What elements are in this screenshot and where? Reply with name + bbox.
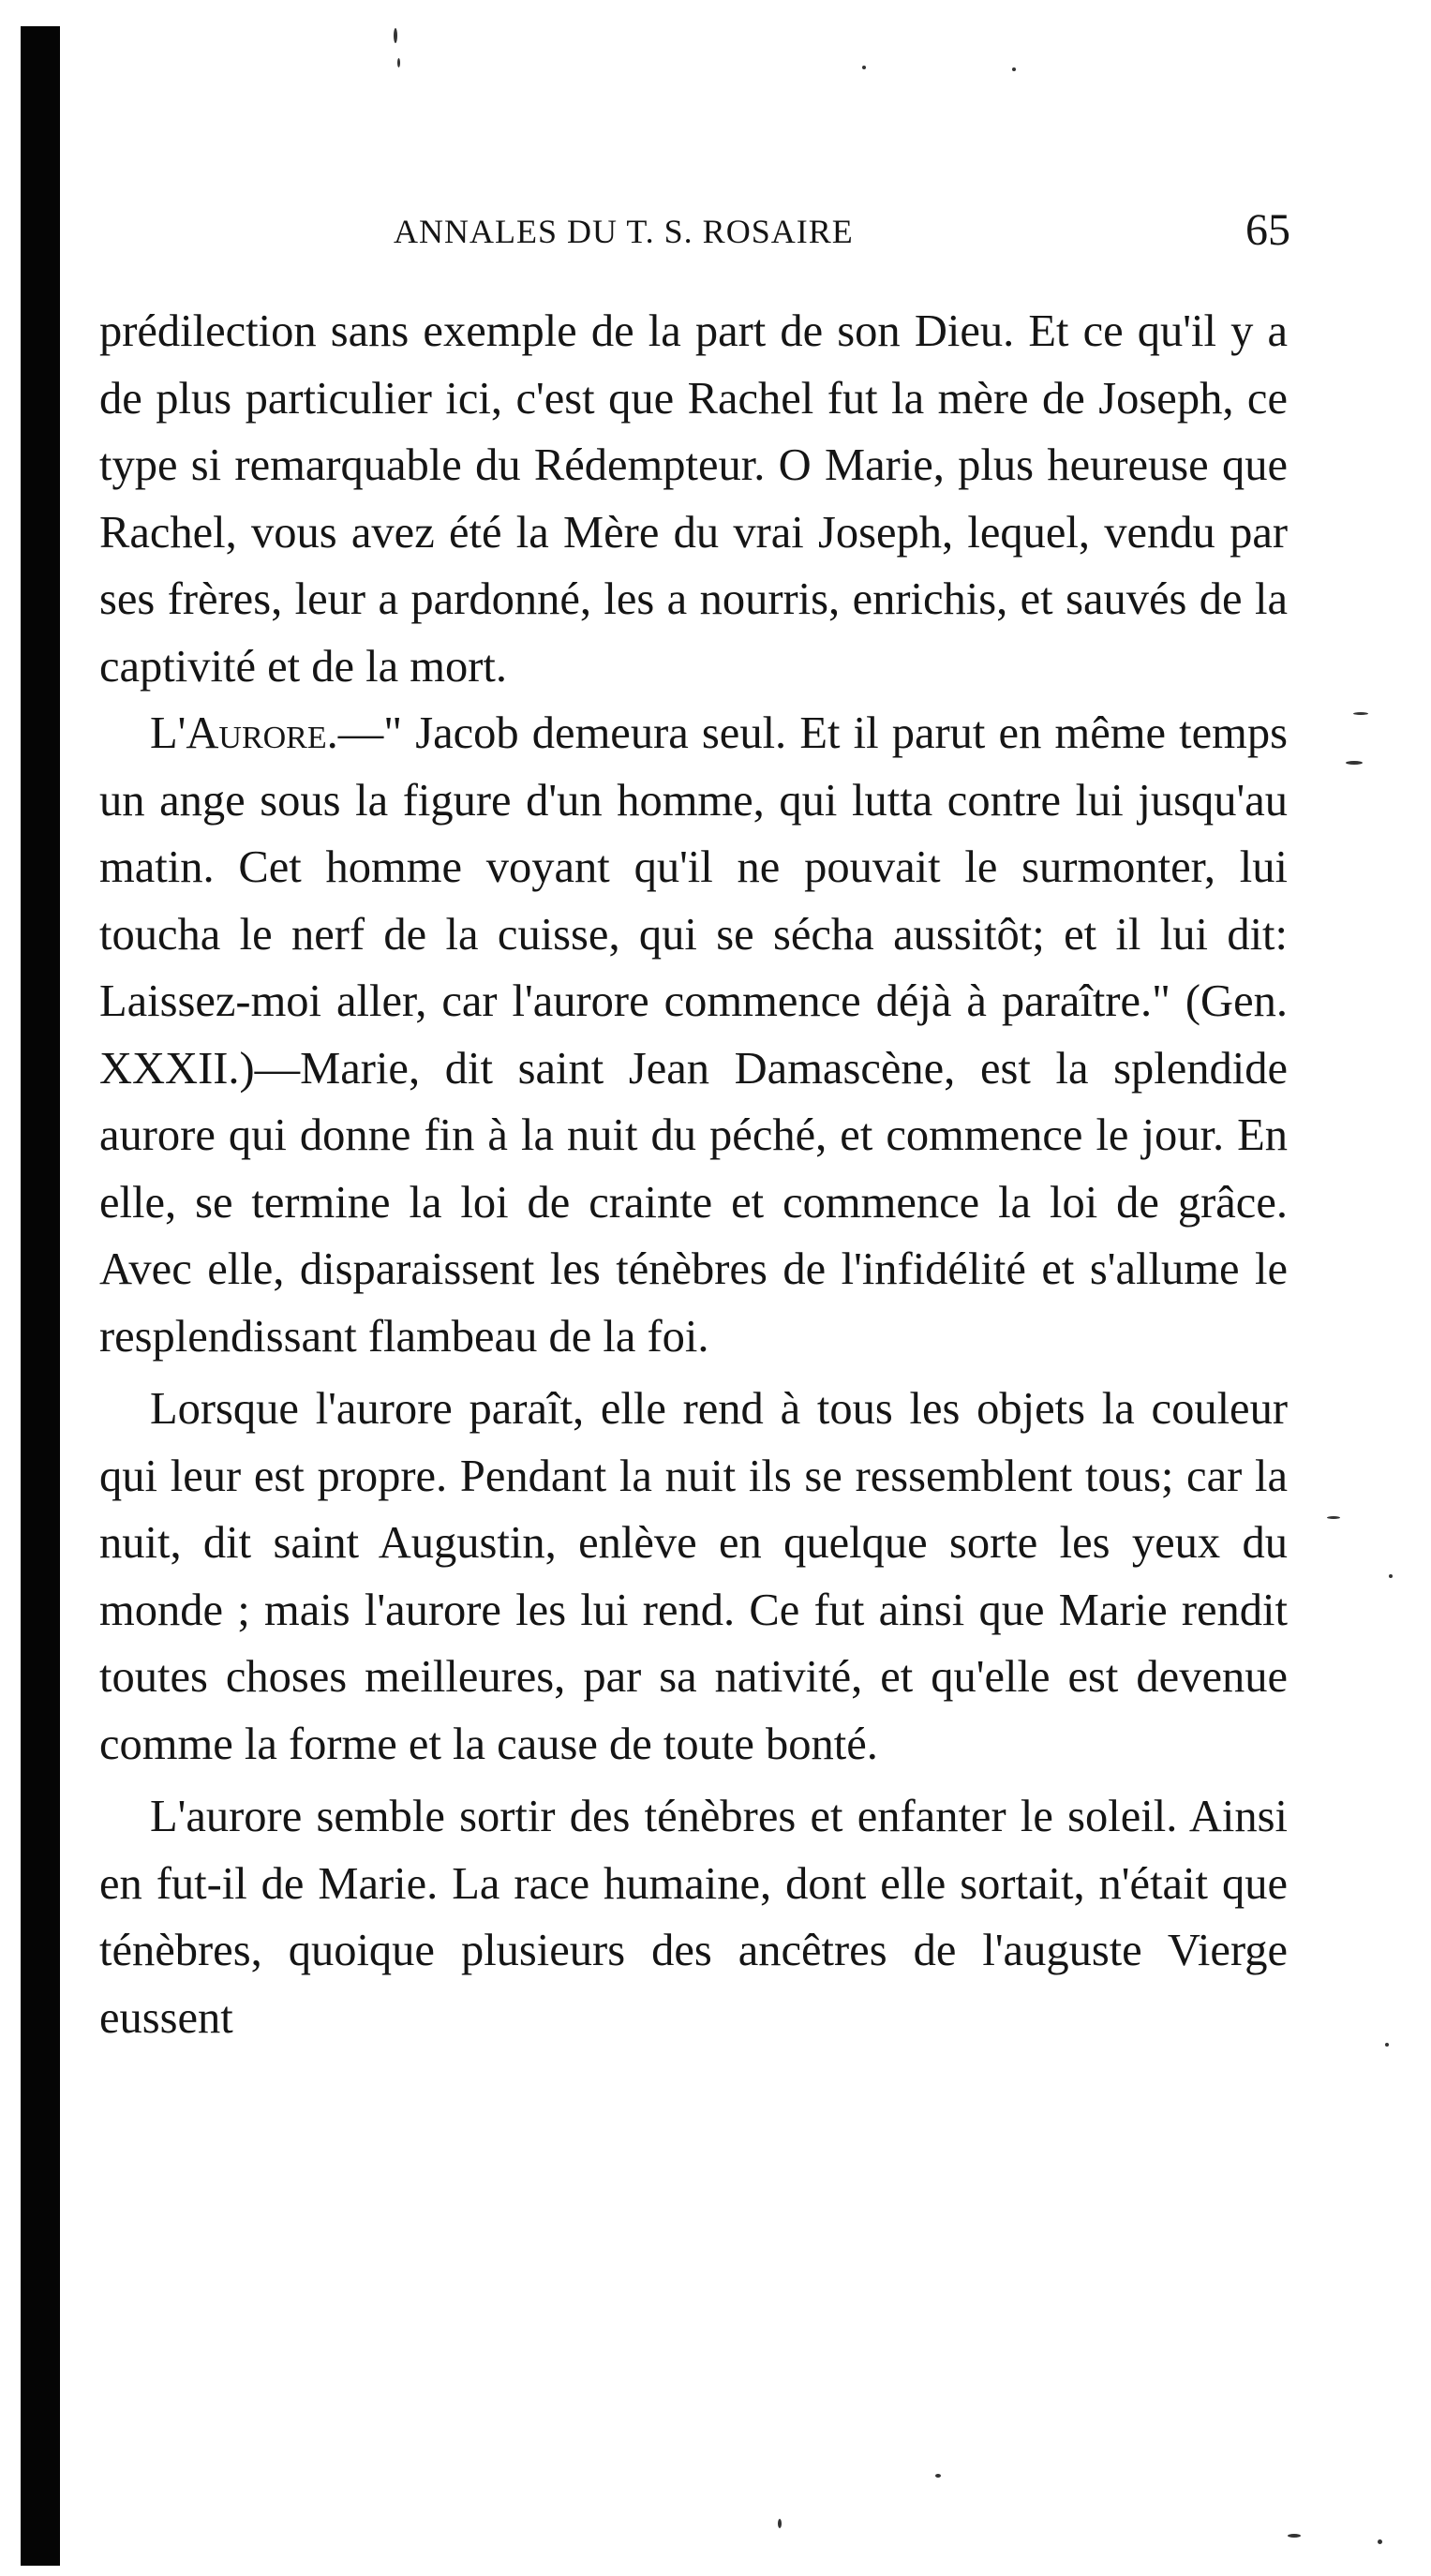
print-speck <box>1389 1574 1393 1578</box>
print-speck <box>1346 761 1363 765</box>
print-speck <box>1378 2539 1382 2544</box>
body-text <box>99 298 1288 2051</box>
print-speck <box>397 58 400 67</box>
print-speck <box>1385 2043 1389 2047</box>
print-speck <box>862 66 866 69</box>
paragraph <box>99 700 1288 1370</box>
print-speck <box>1288 2534 1301 2538</box>
paragraph: Lorsque l'aurore paraît, elle rend à tous les objets la couleur qui leur est propre. Pendant la nuit ils se ressemblent tous; car la nuit, dit saint Augustin, enlève en quelque sorte les yeux du monde ; mais l'aurore les lui rend. Ce fut ainsi que Marie rendit toutes choses meilleures, par sa nativité, et qu'elle est devenue comme la forme et la cause de toute bonté. <box>99 1384 1288 1769</box>
running-head: ANNALES DU T. S. ROSAIRE <box>394 213 854 250</box>
print-speck <box>1012 67 1016 71</box>
print-speck <box>1327 1516 1340 1519</box>
print-speck <box>1353 712 1368 715</box>
print-speck <box>394 28 397 43</box>
paragraph: L'aurore semble sortir des ténèbres et enfanter le soleil. Ainsi en fut-il de Marie. La race humaine, dont elle sortait, n'était que ténèbres, quoique plusieurs des ancêtres de l'auguste Vierge eussent <box>99 1792 1288 2043</box>
page-header <box>394 204 1290 261</box>
section-lead: L'Aurore. <box>150 708 338 758</box>
print-speck <box>778 2519 782 2528</box>
book-spine-shadow <box>21 26 60 2566</box>
paragraph: prédilection sans exemple de la part de son Dieu. Et ce qu'il y a de plus particulier ici, c'est que Rachel fut la mère de Joseph, ce type si remarquable du Rédempteur. O Marie, plus heureuse que Rachel, vous avez été la Mère du vrai Joseph, lequel, vendu par ses frères, leur a pardonné, les a nourris, enrichis, et sauvés de la captivité et de la mort. <box>99 306 1288 692</box>
page-number: 65 <box>1245 205 1290 255</box>
print-speck <box>935 2474 941 2478</box>
paragraph-text: —" Jacob demeura seul. Et il parut en même temps un ange sous la figure d'un homme, qui lutta contre lui jusqu'au matin. Cet homme voyant qu'il ne pouvait le surmonter, lui toucha le nerf de la cuisse, qui se sécha aussitôt; et il lui dit: Laissez-moi aller, car l'aurore commence déjà à paraître." (Gen. XXXII.)—Marie, dit saint Jean Damascène, est la splendide aurore qui donne fin à la nuit du péché, et commence le jour. En elle, se termine la loi de crainte et commence la loi de grâce. Avec elle, disparaissent les ténèbres de l'infidélité et s'allume le resplendissant flambeau de la foi. <box>99 708 1288 1362</box>
